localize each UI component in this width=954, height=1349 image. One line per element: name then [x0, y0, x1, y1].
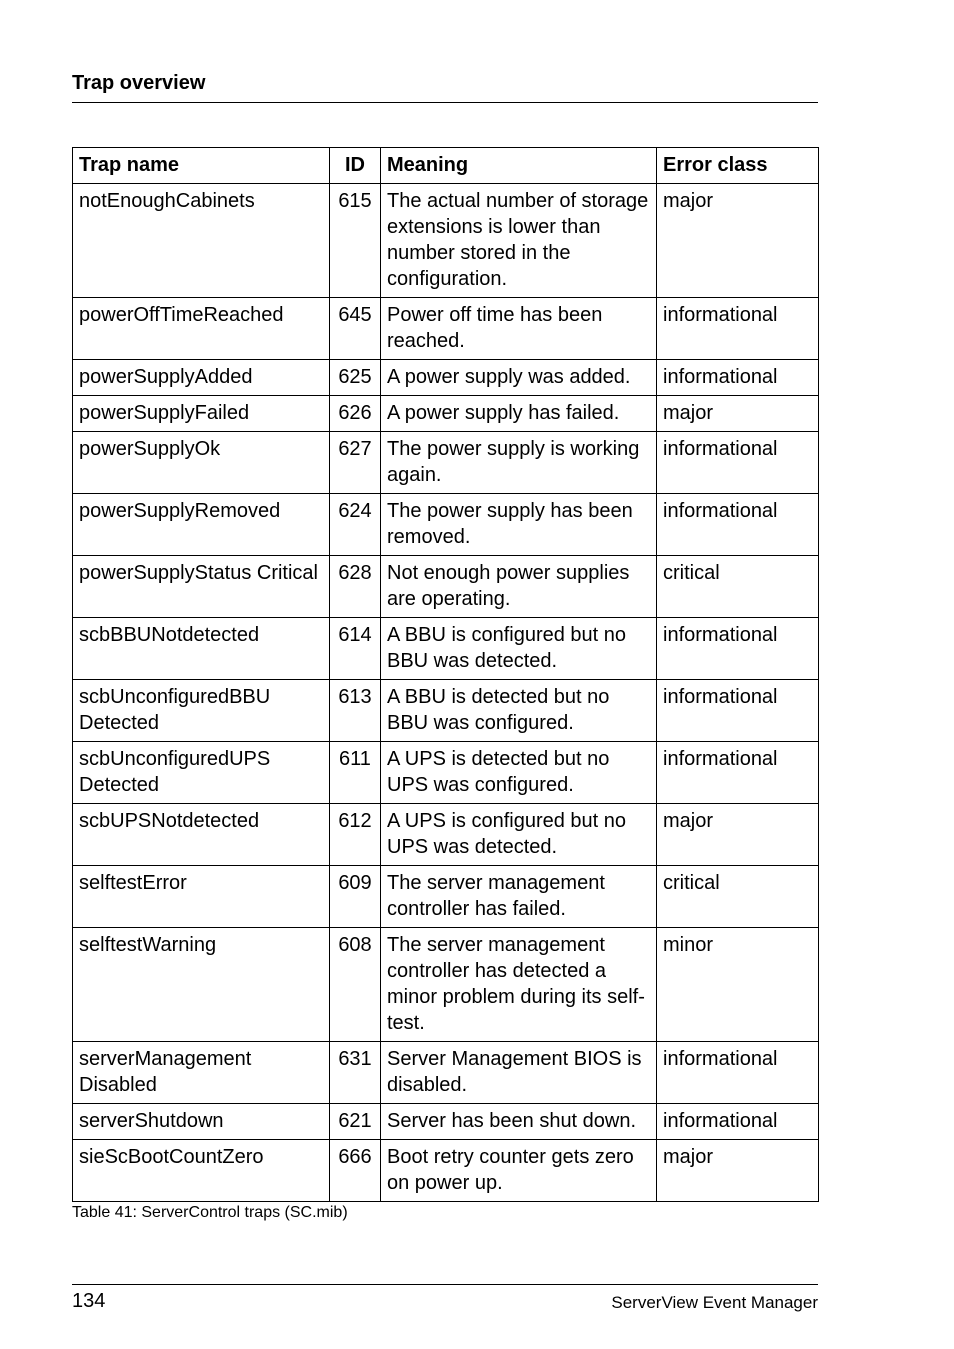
cell-error-class: informational — [657, 494, 819, 556]
cell-meaning: The power supply is working again. — [381, 432, 657, 494]
table-row — [73, 804, 819, 866]
cell-id: 613 — [330, 680, 381, 742]
cell-meaning: Not enough power supplies are operating. — [381, 556, 657, 618]
cell-meaning: Server Management BIOS is disabled. — [381, 1042, 657, 1104]
header-divider — [72, 102, 818, 103]
cell-meaning: Power off time has been reached. — [381, 298, 657, 360]
cell-id: 608 — [330, 928, 381, 1042]
cell-meaning: The server management controller has detected a minor problem during its self-test. — [381, 928, 657, 1042]
cell-error-class: major — [657, 1140, 819, 1202]
table-row — [73, 1140, 819, 1202]
cell-trap-name: selftestError — [73, 866, 330, 928]
cell-trap-name: scbUnconfiguredUPS Detected — [73, 742, 330, 804]
cell-error-class: informational — [657, 618, 819, 680]
cell-meaning: Boot retry counter gets zero on power up. — [381, 1140, 657, 1202]
trap-table — [72, 147, 819, 1202]
cell-error-class: informational — [657, 298, 819, 360]
cell-trap-name: powerSupplyAdded — [73, 360, 330, 396]
cell-error-class: minor — [657, 928, 819, 1042]
cell-trap-name: serverShutdown — [73, 1104, 330, 1140]
cell-trap-name: powerSupplyRemoved — [73, 494, 330, 556]
cell-trap-name: scbBBUNotdetected — [73, 618, 330, 680]
column-header-trap-name: Trap name — [73, 148, 330, 184]
table-row — [73, 928, 819, 1042]
table-header-row — [73, 148, 819, 184]
table-row — [73, 360, 819, 396]
cell-meaning: A UPS is detected but no UPS was configured. — [381, 742, 657, 804]
cell-trap-name: powerSupplyStatus Critical — [73, 556, 330, 618]
cell-error-class: major — [657, 396, 819, 432]
cell-trap-name: powerSupplyFailed — [73, 396, 330, 432]
cell-meaning: A BBU is detected but no BBU was configured. — [381, 680, 657, 742]
cell-error-class: critical — [657, 556, 819, 618]
cell-trap-name: notEnoughCabinets — [73, 184, 330, 298]
cell-error-class: informational — [657, 1104, 819, 1140]
section-title: Trap overview — [72, 72, 206, 94]
cell-meaning: The server management controller has failed. — [381, 866, 657, 928]
page-number: 134 — [72, 1290, 106, 1312]
table-row — [73, 1104, 819, 1140]
cell-error-class: critical — [657, 866, 819, 928]
cell-id: 628 — [330, 556, 381, 618]
cell-trap-name: powerSupplyOk — [73, 432, 330, 494]
table-row — [73, 1042, 819, 1104]
cell-meaning: The actual number of storage extensions is lower than number stored in the configuration. — [381, 184, 657, 298]
table-row — [73, 618, 819, 680]
cell-error-class: informational — [657, 1042, 819, 1104]
cell-id: 611 — [330, 742, 381, 804]
column-header-error-class: Error class — [657, 148, 819, 184]
cell-meaning: A power supply has failed. — [381, 396, 657, 432]
cell-id: 631 — [330, 1042, 381, 1104]
table-row — [73, 556, 819, 618]
cell-id: 645 — [330, 298, 381, 360]
table-row — [73, 396, 819, 432]
cell-id: 621 — [330, 1104, 381, 1140]
cell-meaning: A power supply was added. — [381, 360, 657, 396]
cell-id: 624 — [330, 494, 381, 556]
table-caption: Table 41: ServerControl traps (SC.mib) — [72, 1204, 348, 1221]
cell-meaning: The power supply has been removed. — [381, 494, 657, 556]
cell-id: 614 — [330, 618, 381, 680]
cell-error-class: major — [657, 184, 819, 298]
cell-error-class: informational — [657, 432, 819, 494]
table-row — [73, 680, 819, 742]
cell-meaning: Server has been shut down. — [381, 1104, 657, 1140]
cell-error-class: informational — [657, 680, 819, 742]
cell-trap-name: scbUnconfiguredBBU Detected — [73, 680, 330, 742]
cell-meaning: A BBU is configured but no BBU was detected. — [381, 618, 657, 680]
cell-error-class: informational — [657, 742, 819, 804]
table-row — [73, 866, 819, 928]
cell-error-class: informational — [657, 360, 819, 396]
column-header-id: ID — [330, 148, 381, 184]
column-header-meaning: Meaning — [381, 148, 657, 184]
footer-document-title: ServerView Event Manager — [611, 1293, 818, 1312]
footer-divider — [72, 1284, 818, 1285]
cell-id: 627 — [330, 432, 381, 494]
cell-id: 666 — [330, 1140, 381, 1202]
cell-error-class: major — [657, 804, 819, 866]
cell-trap-name: selftestWarning — [73, 928, 330, 1042]
cell-id: 625 — [330, 360, 381, 396]
cell-id: 609 — [330, 866, 381, 928]
cell-meaning: A UPS is configured but no UPS was detected. — [381, 804, 657, 866]
table-row — [73, 298, 819, 360]
cell-trap-name: serverManagement Disabled — [73, 1042, 330, 1104]
cell-trap-name: powerOffTimeReached — [73, 298, 330, 360]
table-row — [73, 184, 819, 298]
table-row — [73, 432, 819, 494]
cell-id: 615 — [330, 184, 381, 298]
cell-id: 626 — [330, 396, 381, 432]
table-row — [73, 742, 819, 804]
cell-trap-name: scbUPSNotdetected — [73, 804, 330, 866]
cell-id: 612 — [330, 804, 381, 866]
table-row — [73, 494, 819, 556]
cell-trap-name: sieScBootCountZero — [73, 1140, 330, 1202]
